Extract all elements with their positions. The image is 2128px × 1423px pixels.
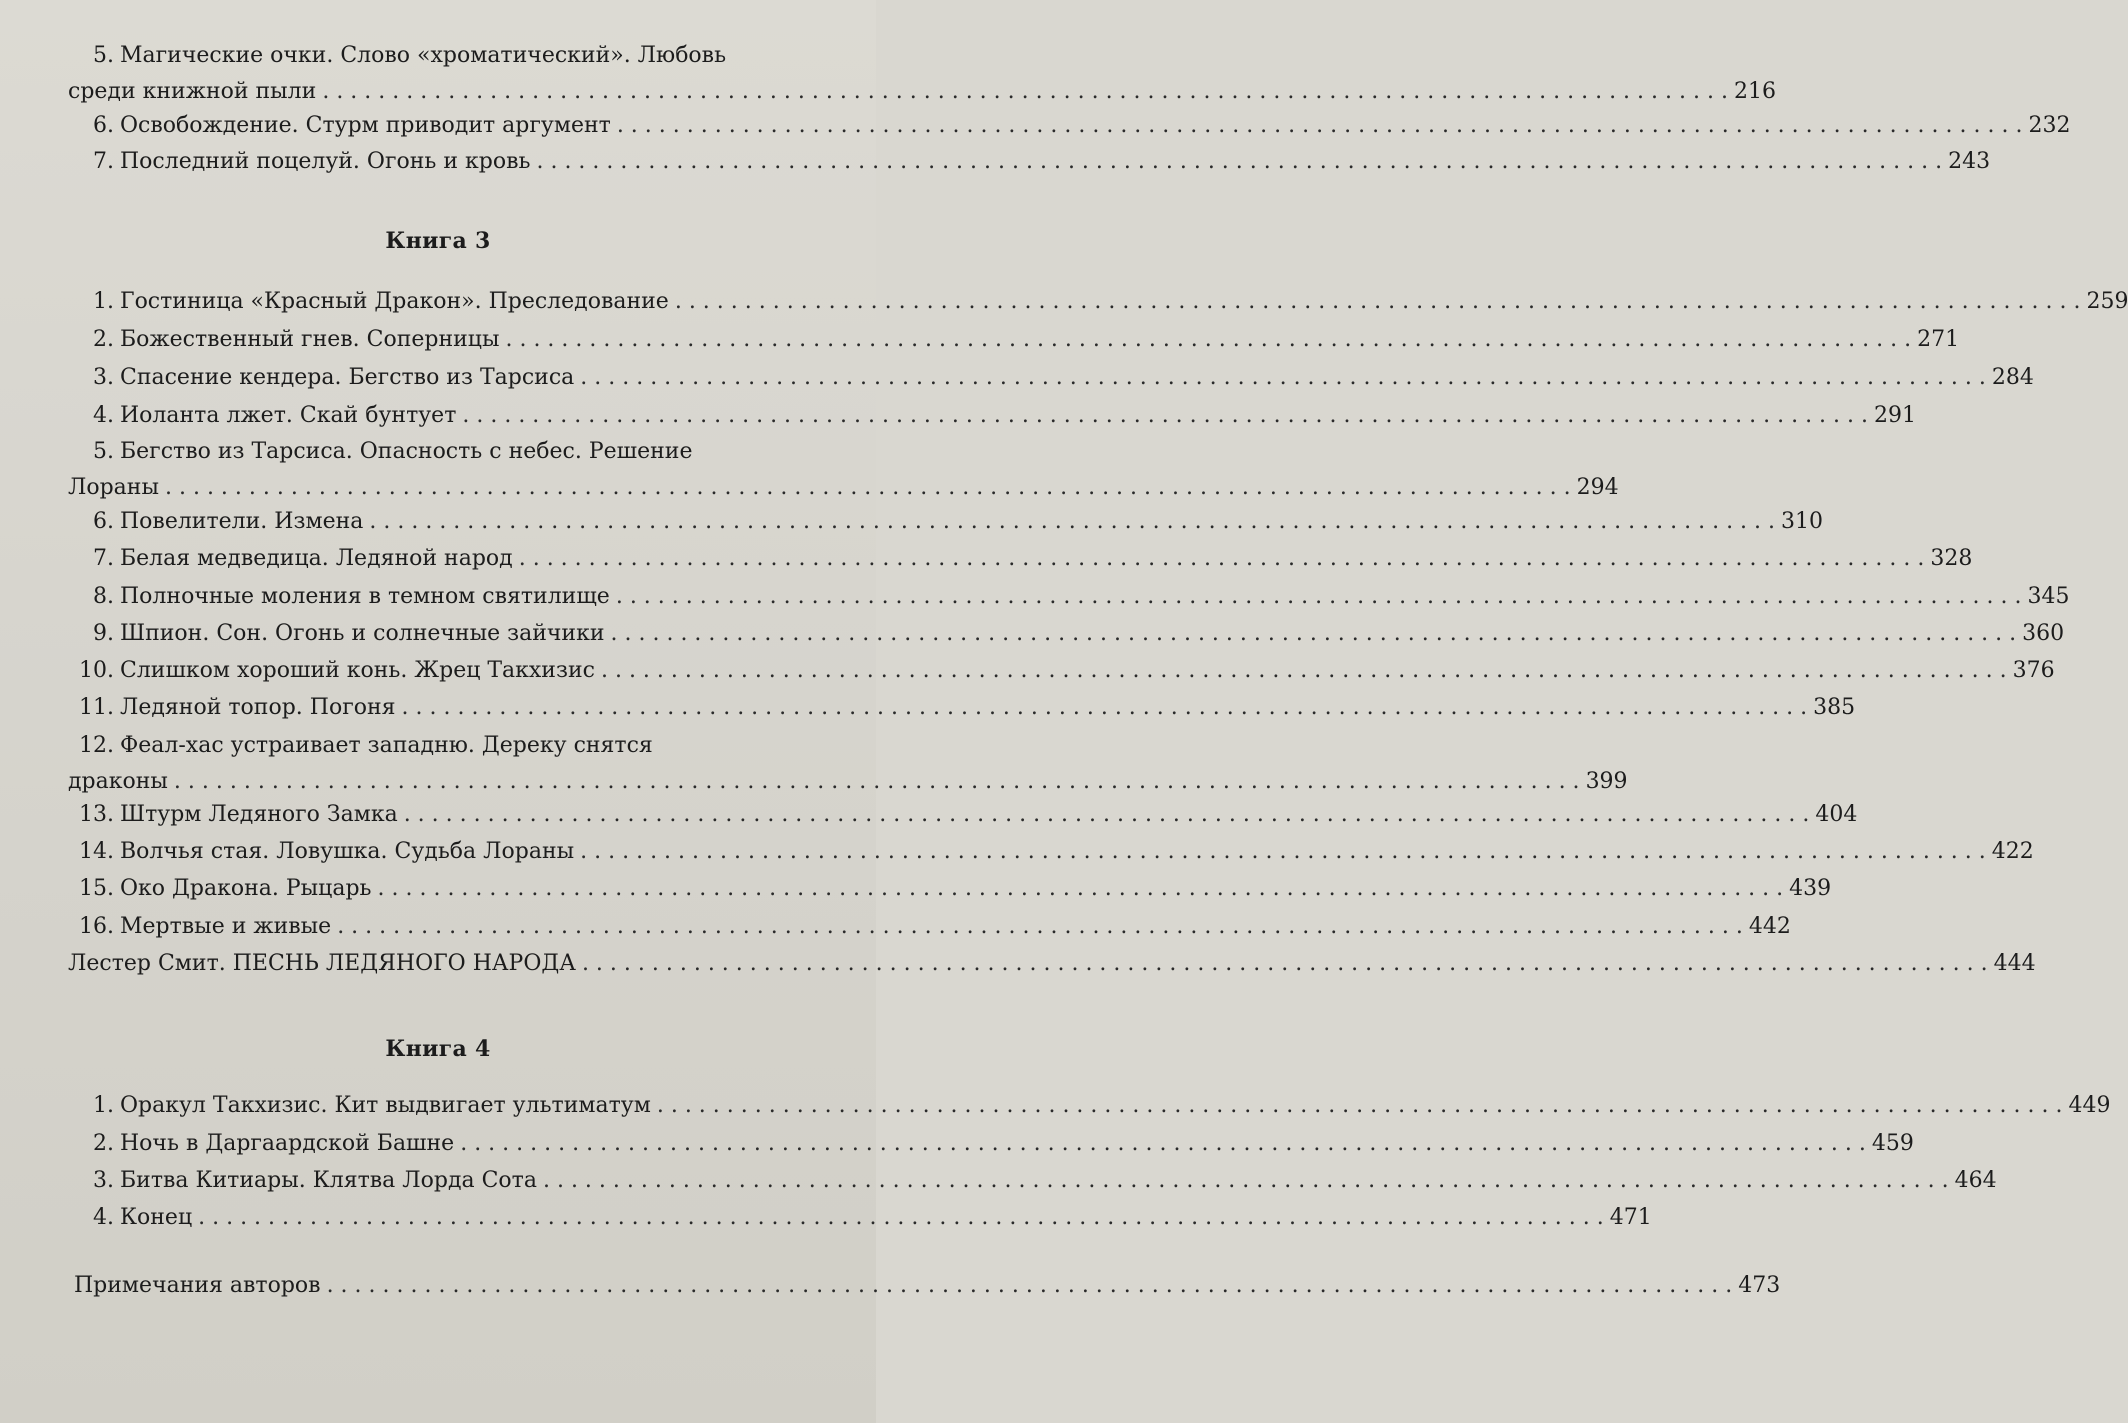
entry-page-number: 294 (1576, 475, 1619, 500)
entry-title: Шпион. Сон. Огонь и солнечные зайчики (120, 621, 605, 646)
entry-title: Повелители. Измена (120, 509, 364, 534)
entry-page-number: 439 (1789, 876, 1832, 901)
dot-leader (543, 1163, 1949, 1199)
entry-number: 2. (93, 327, 114, 352)
entry-number: 1. (93, 289, 114, 314)
dot-leader (327, 1268, 1733, 1304)
toc-entry (68, 728, 1628, 800)
entry-page-number: 376 (2012, 658, 2055, 683)
entry-title: Око Дракона. Рыцарь (120, 876, 372, 901)
entry-title: Спасение кендера. Бегство из Тарсиса (120, 365, 575, 390)
entry-title: Оракул Такхизис. Кит выдвигает ультиматум (120, 1093, 651, 1118)
entry-number: 9. (93, 621, 114, 646)
entry-number: 6. (93, 509, 114, 534)
entry-page-number: 216 (1733, 79, 1776, 104)
entry-number: 10. (79, 658, 114, 683)
entry-title-line1: Феал-хас устраивает западню. Дереку снятся (120, 733, 653, 758)
entry-page-number: 473 (1738, 1273, 1781, 1298)
entry-title-line2: драконы (68, 769, 168, 794)
entry-title: Белая медведица. Ледяной народ (120, 546, 513, 571)
entry-number: 4. (93, 403, 114, 428)
toc-entry (68, 38, 1776, 110)
entry-number: 7. (93, 149, 114, 174)
entry-title: Полночные моления в темном святилище (120, 584, 610, 609)
dot-leader (174, 764, 1580, 800)
entry-title: Ледяной топор. Погоня (120, 695, 396, 720)
dot-leader (505, 322, 1911, 358)
entry-page-number: 464 (1954, 1168, 1997, 1193)
entry-title: Божественный гнев. Соперницы (120, 327, 500, 352)
toc-entry (68, 579, 2070, 615)
entry-number: 6. (93, 113, 114, 138)
dot-leader (337, 909, 1743, 945)
entry-title: Последний поцелуй. Огонь и кровь (120, 149, 531, 174)
entry-page-number: 360 (2022, 621, 2065, 646)
entry-page-number: 459 (1871, 1131, 1914, 1156)
toc-entry (68, 797, 1858, 833)
toc-entry (68, 434, 1619, 506)
dot-leader (402, 690, 1808, 726)
entry-number: 11. (79, 695, 114, 720)
entry-page-number: 404 (1815, 802, 1858, 827)
toc-entry (68, 1088, 2111, 1124)
entry-number: 14. (79, 839, 114, 864)
entry-page-number: 328 (1930, 546, 1973, 571)
toc-entry (68, 1126, 1914, 1162)
dot-leader (165, 470, 1571, 506)
dot-leader (536, 144, 1942, 180)
book4-heading: Книга 4 (385, 1036, 491, 1062)
dot-leader (322, 74, 1728, 110)
entry-title: Ночь в Даргаардской Башне (120, 1131, 455, 1156)
toc-entry (68, 541, 1973, 577)
entry-page-number: 385 (1813, 695, 1856, 720)
entry-number: 13. (79, 802, 114, 827)
toc-entry (68, 284, 2128, 320)
entry-title-line1: Магические очки. Слово «хроматический». Любовь (120, 43, 727, 68)
toc-entry (68, 108, 2071, 144)
entry-title: Мертвые и живые (120, 914, 332, 939)
dot-leader (378, 871, 1784, 907)
dot-leader (580, 834, 1986, 870)
entry-number: 8. (93, 584, 114, 609)
dot-leader (198, 1200, 1604, 1236)
entry-title-line2: Лораны (68, 475, 159, 500)
entry-page-number: 471 (1609, 1205, 1652, 1230)
entry-title: Гостиница «Красный Дракон». Преследование (120, 289, 669, 314)
toc-entry (68, 144, 1991, 180)
entry-title: Иоланта лжет. Скай бунтует (120, 403, 457, 428)
entry-title-line2: среди книжной пыли (68, 79, 317, 104)
toc-entry (68, 616, 2065, 652)
entry-title: Конец (120, 1205, 193, 1230)
entry-title: Волчья стая. Ловушка. Судьба Лораны (120, 839, 575, 864)
toc-entry (68, 398, 1917, 434)
entry-title: Примечания авторов (74, 1273, 321, 1298)
toc-entry (68, 834, 2034, 870)
toc-entry (68, 360, 2034, 396)
entry-number: 4. (93, 1205, 114, 1230)
entry-page-number: 444 (1993, 951, 2036, 976)
entry-page-number: 310 (1781, 509, 1824, 534)
dot-leader (580, 360, 1986, 396)
entry-title-line1: Бегство из Тарсиса. Опасность с небес. Решение (120, 439, 693, 464)
entry-number: 5. (93, 43, 114, 68)
toc-entry (68, 322, 1960, 358)
dot-leader (675, 284, 2081, 320)
entry-number: 3. (93, 1168, 114, 1193)
dot-leader (519, 541, 1925, 577)
toc-entry (68, 690, 1856, 726)
toc-entry (68, 504, 1824, 540)
entry-title: Слишком хороший конь. Жрец Такхизис (120, 658, 595, 683)
entry-number: 3. (93, 365, 114, 390)
entry-page-number: 243 (1948, 149, 1991, 174)
entry-page-number: 449 (2068, 1093, 2111, 1118)
entry-page-number: 442 (1748, 914, 1791, 939)
dot-leader (462, 398, 1868, 434)
entry-number: 15. (79, 876, 114, 901)
entry-number: 7. (93, 546, 114, 571)
entry-page-number: 291 (1874, 403, 1917, 428)
entry-page-number: 284 (1991, 365, 2034, 390)
entry-page-number: 345 (2027, 584, 2070, 609)
dot-leader (617, 108, 2023, 144)
entry-title: Освобождение. Стурм приводит аргумент (120, 113, 611, 138)
dot-leader (616, 579, 2022, 615)
toc-entry (68, 1200, 1652, 1236)
toc-entry (68, 653, 2055, 689)
entry-number: 12. (79, 733, 114, 758)
dot-leader (404, 797, 1810, 833)
book3-heading: Книга 3 (385, 228, 491, 254)
dot-leader (582, 946, 1988, 982)
entry-title: Битва Китиары. Клятва Лорда Сота (120, 1168, 537, 1193)
entry-page-number: 232 (2028, 113, 2071, 138)
entry-page-number: 399 (1585, 769, 1628, 794)
entry-number: 16. (79, 914, 114, 939)
toc-entry (68, 909, 1791, 945)
entry-page-number: 422 (1991, 839, 2034, 864)
toc-entry (74, 1268, 1781, 1304)
toc-entry (68, 1163, 1997, 1199)
dot-leader (369, 504, 1775, 540)
entry-title: Лестер Смит. ПЕСНЬ ЛЕДЯНОГО НАРОДА (68, 951, 576, 976)
toc-entry (68, 871, 1832, 907)
entry-page-number: 271 (1917, 327, 1960, 352)
dot-leader (611, 616, 2017, 652)
entry-number: 2. (93, 1131, 114, 1156)
entry-number: 5. (93, 439, 114, 464)
entry-title: Штурм Ледяного Замка (120, 802, 398, 827)
entry-page-number: 259 (2086, 289, 2128, 314)
entry-number: 1. (93, 1093, 114, 1118)
dot-leader (601, 653, 2007, 689)
toc-entry (68, 946, 2036, 982)
dot-leader (657, 1088, 2063, 1124)
dot-leader (460, 1126, 1866, 1162)
